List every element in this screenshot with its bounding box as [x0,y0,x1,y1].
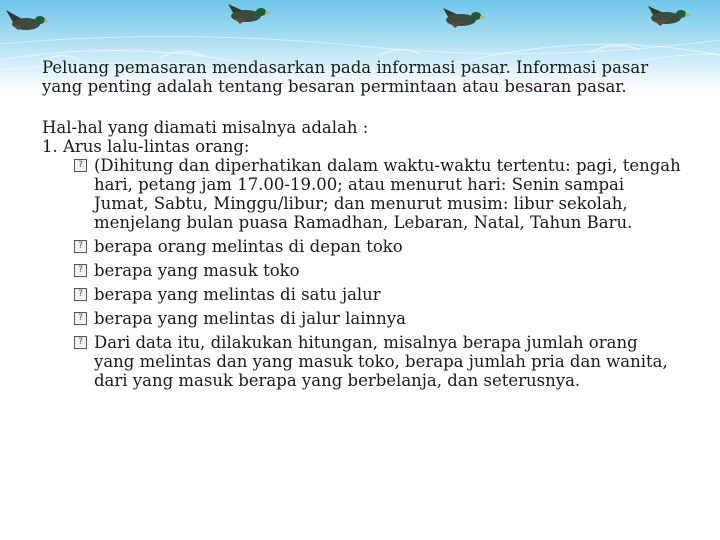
bullet-box-icon: ? [74,264,87,277]
numbered-item-1: 1. Arus lalu-lintas orang: [42,137,250,156]
list-item: ? berapa orang melintas di depan toko [42,237,682,256]
duck-icon [6,10,50,30]
observations-heading: Hal-hal yang diamati misalnya adalah : [42,118,369,137]
duck-icon [443,8,486,28]
list-item: ? berapa yang melintas di satu jalur [42,285,682,304]
bullet-list [42,156,682,390]
list-item: ? berapa yang masuk toko [42,261,682,280]
slide-body [42,58,682,395]
bullet-box-icon: ? [74,312,87,325]
list-item: ? Dari data itu, dilakukan hitungan, misalnya berapa jumlah orang yang melintas dan yang masuk toko, berapa jumlah pria dan wanita, dari yang masuk berapa yang berbelanja, dan seterusnya. [42,333,682,390]
bullet-box-icon: ? [74,336,87,349]
list-item: ? (Dihitung dan diperhatikan dalam waktu-waktu tertentu: pagi, tengah hari, petang jam 17.00-19.00; atau menurut hari: Senin sampai Jumat, Sabtu, Minggu/libur; dan menurut musim: libur sekolah, menjelang bulan puasa Ramadhan, Lebaran, Natal, Tahun Baru. [42,156,682,232]
duck-icon [228,4,271,24]
intro-paragraph: Peluang pemasaran mendasarkan pada informasi pasar. Informasi pasar yang penting adalah tentang besaran permintaan atau besaran pasar. [42,58,649,96]
list-item: ? berapa yang melintas di jalur lainnya [42,309,682,328]
bullet-box-icon: ? [74,159,87,172]
duck-icon [648,6,691,26]
bullet-box-icon: ? [74,240,87,253]
bullet-box-icon: ? [74,288,87,301]
